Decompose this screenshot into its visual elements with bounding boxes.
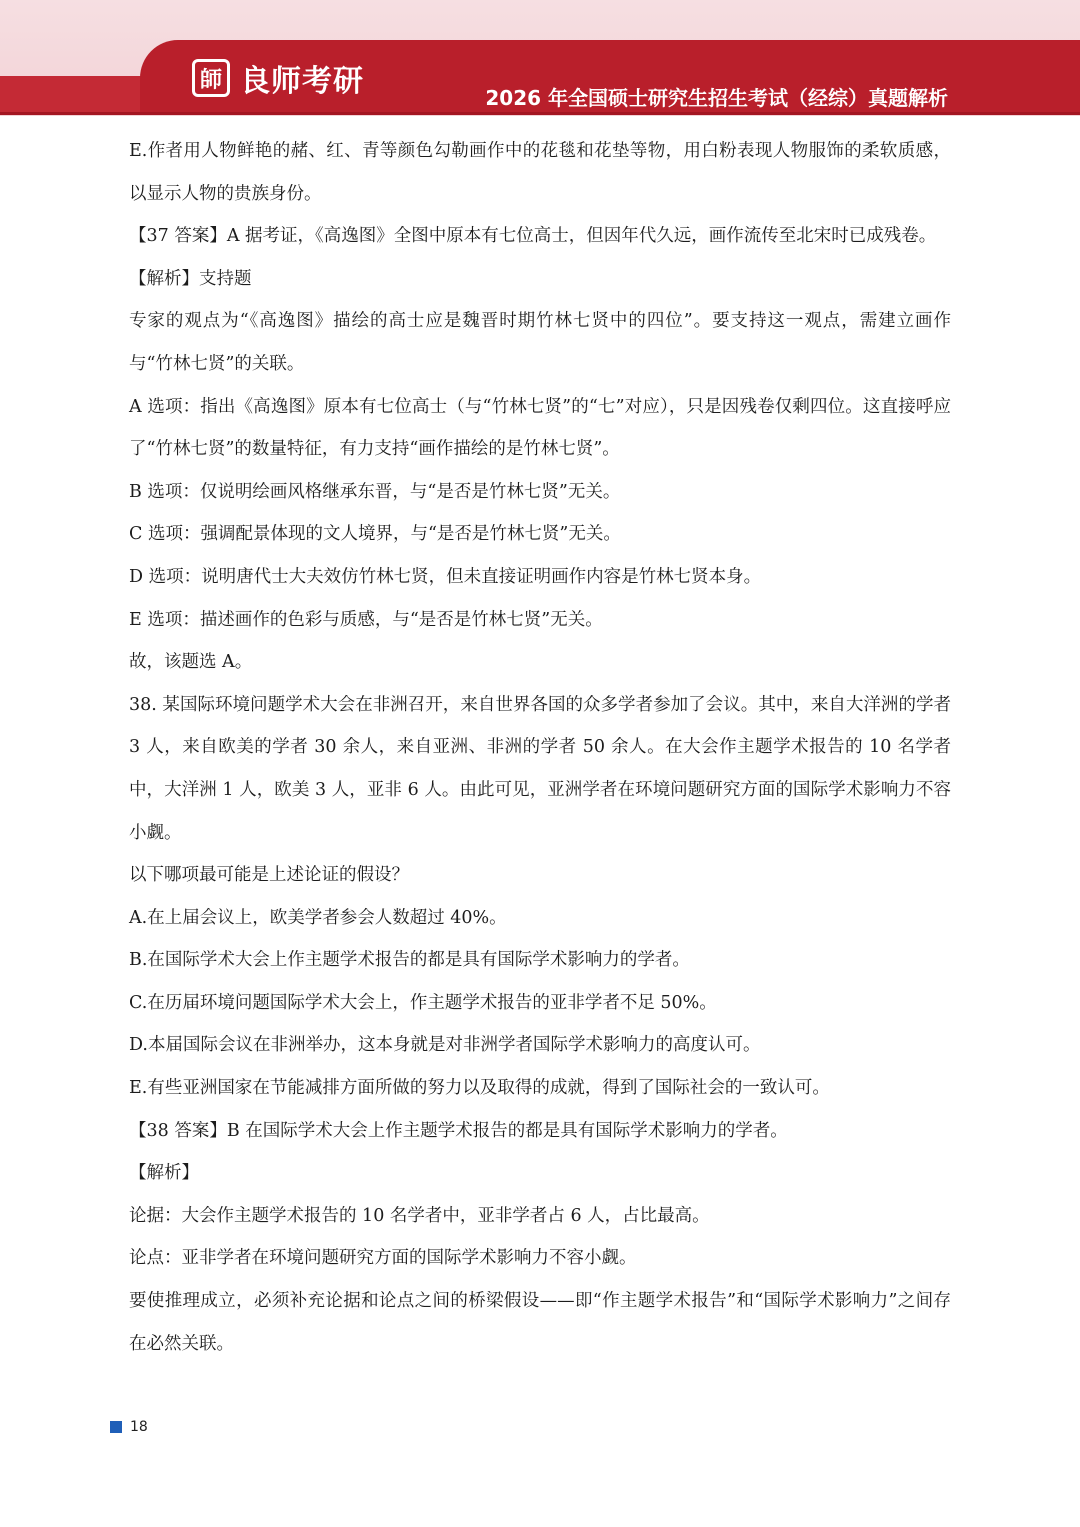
- paragraph: A.在上届会议上，欧美学者参会人数超过 40%。: [129, 907, 507, 928]
- page-number: 18: [130, 1419, 148, 1435]
- paragraph: 38. 某国际环境问题学术大会在非洲召开，来自世界各国的众多学者参加了会议。其中，来自大洋洲的学者 3 人，来自欧美的学者 30 余人，来自亚洲、非洲的学者 50 余人。在大会作主题学术报告的 10 名学者中，大洋洲 1 人，欧美 3 人，亚非 6 人。由此可见，亚洲学者在环境问题研究方面的国际学术影响力不容小觑。: [129, 694, 951, 843]
- paragraph: 故，该题选 A。: [129, 652, 253, 673]
- paragraph: 【38 答案】B 在国际学术大会上作主题学术报告的都是具有国际学术影响力的学者。: [129, 1120, 788, 1141]
- page-content: [129, 130, 951, 1365]
- paragraph: 要使推理成立，必须补充论据和论点之间的桥梁假设——即“作主题学术报告”和“国际学术影响力”之间存在必然关联。: [129, 1291, 951, 1354]
- logo-text: 良师考研: [240, 64, 364, 99]
- paragraph: 专家的观点为“《高逸图》描绘的高士应是魏晋时期竹林七贤中的四位”。要支持这一观点，需建立画作与“竹林七贤”的关联。: [129, 311, 951, 374]
- paragraph: 论点：亚非学者在环境问题研究方面的国际学术影响力不容小觑。: [129, 1248, 637, 1269]
- paragraph: A 选项：指出《高逸图》原本有七位高士（与“竹林七贤”的“七”对应），只是因残卷仅剩四位。这直接呼应了“竹林七贤”的数量特征，有力支持“画作描绘的是竹林七贤”。: [129, 396, 951, 460]
- logo-icon: 師: [192, 59, 230, 97]
- paragraph: 论据：大会作主题学术报告的 10 名学者中，亚非学者占 6 人，占比最高。: [129, 1205, 710, 1226]
- paragraph: B.在国际学术大会上作主题学术报告的都是具有国际学术影响力的学者。: [129, 950, 690, 971]
- paragraph: C 选项：强调配景体现的文人境界，与“是否是竹林七贤”无关。: [129, 524, 621, 545]
- paragraph: D.本届国际会议在非洲举办，这本身就是对非洲学者国际学术影响力的高度认可。: [129, 1035, 761, 1056]
- paragraph: D 选项：说明唐代士大夫效仿竹林七贤，但未直接证明画作内容是竹林七贤本身。: [129, 566, 762, 587]
- paragraph: B 选项：仅说明绘画风格继承东晋，与“是否是竹林七贤”无关。: [129, 481, 621, 502]
- paragraph: C.在历届环境问题国际学术大会上，作主题学术报告的亚非学者不足 50%。: [129, 992, 717, 1013]
- header-title: 2026 年全国硕士研究生招生考试（经综）真题解析: [485, 86, 948, 110]
- paragraph: E.有些亚洲国家在节能减排方面所做的努力以及取得的成就，得到了国际社会的一致认可。: [129, 1078, 830, 1099]
- header-divider: [0, 112, 1080, 115]
- paragraph: 【解析】支持题: [129, 268, 252, 289]
- paragraph: 【37 答案】A 据考证，《高逸图》全图中原本有七位高士，但因年代久远，画作流传至北宋时已成残卷。: [129, 226, 937, 247]
- paragraph: 以下哪项最可能是上述论证的假设？: [129, 865, 409, 886]
- footer: [110, 1419, 148, 1435]
- paragraph: E 选项：描述画作的色彩与质感，与“是否是竹林七贤”无关。: [129, 609, 603, 630]
- paragraph: E.作者用人物鲜艳的赭、红、青等颜色勾勒画作中的花毯和花垫等物，用白粉表现人物服饰的柔软质感，以显示人物的贵族身份。: [129, 141, 951, 204]
- page-marker-icon: [110, 1421, 122, 1433]
- logo: [192, 56, 364, 100]
- paragraph: 【解析】: [129, 1163, 199, 1184]
